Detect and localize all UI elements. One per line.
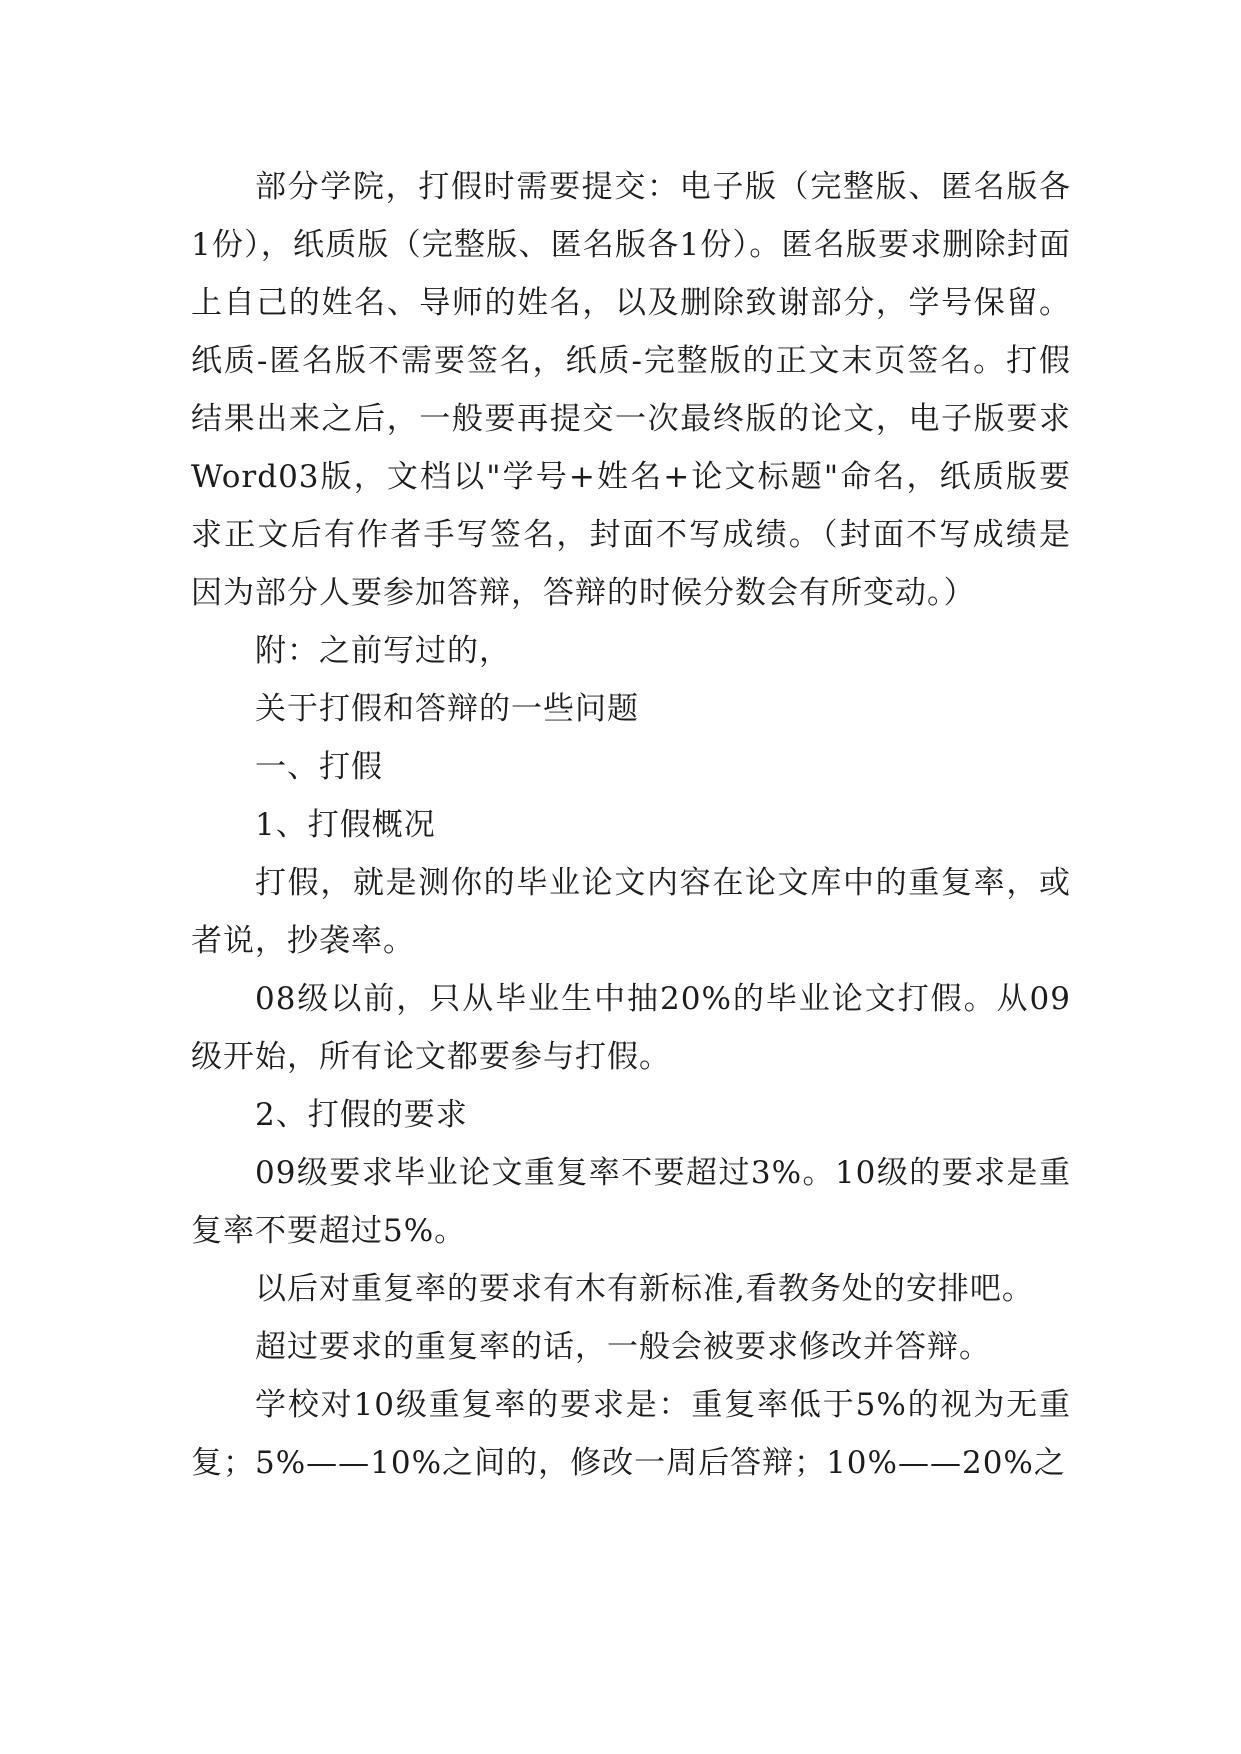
- paragraph-future-standards: 以后对重复率的要求有木有新标准,看教务处的安排吧。: [255, 1271, 1034, 1307]
- paragraph-appendix-note: 附：之前写过的，: [255, 633, 511, 669]
- paragraph-history: 08级以前，只从毕业生中抽20%的毕业论文打假。从09级开始，所有论文都要参与打假。: [191, 981, 1071, 1075]
- paragraph-exceeding-rate: 超过要求的重复率的话，一般会被要求修改并答辩。: [255, 1329, 991, 1365]
- paragraph-rate-limits: 09级要求毕业论文重复率不要超过3%。10级的要求是重复率不要超过5%。: [191, 1155, 1071, 1249]
- subheading-requirements: 2、打假的要求: [255, 1097, 468, 1133]
- paragraph-rate-tiers: 学校对10级重复率的要求是：重复率低于5%的视为无重复；5%——10%之间的，修改一周后答辩；10%——20%之: [191, 1387, 1071, 1481]
- paragraph-section-title: 关于打假和答辩的一些问题: [255, 691, 639, 727]
- heading-plagiarism-check: 一、打假: [255, 749, 383, 785]
- document-body: [191, 158, 1071, 1492]
- paragraph-definition: 打假，就是测你的毕业论文内容在论文库中的重复率，或者说，抄袭率。: [191, 865, 1071, 959]
- subheading-overview: 1、打假概况: [255, 807, 436, 843]
- paragraph-submission-requirements: 部分学院，打假时需要提交：电子版（完整版、匿名版各1份），纸质版（完整版、匿名版各1份）。匿名版要求删除封面上自己的姓名、导师的姓名，以及删除致谢部分，学号保留。纸质-匿名版不需要签名，纸质-完整版的正文末页签名。打假结果出来之后，一般要再提交一次最终版的论文，电子版要求Word03版，文档以"学号+姓名+论文标题"命名，纸质版要求正文后有作者手写签名，封面不写成绩。（封面不写成绩是因为部分人要参加答辩，答辩的时候分数会有所变动。）: [191, 169, 1071, 611]
